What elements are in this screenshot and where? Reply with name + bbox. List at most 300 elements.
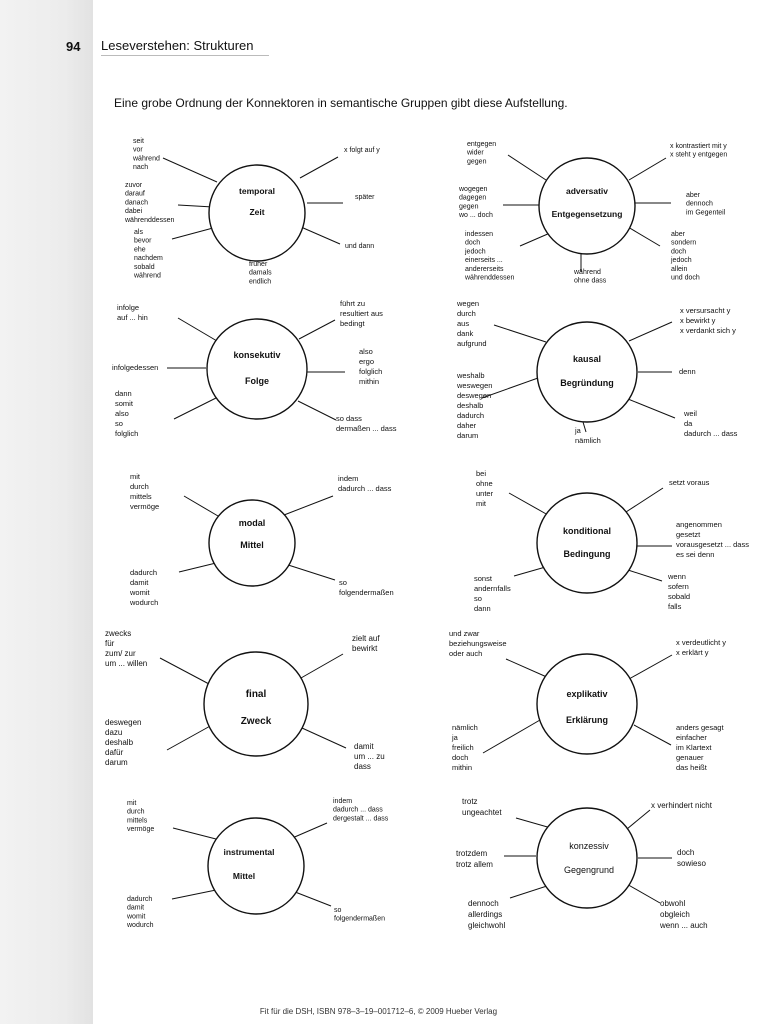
- connector-list: [669, 478, 710, 487]
- connector-list: [677, 848, 706, 868]
- connector-spoke: [300, 157, 338, 178]
- connector-word: darum: [105, 758, 128, 767]
- connector-list: [458, 186, 493, 219]
- connector-list: [574, 426, 601, 445]
- connector-word: denn: [679, 367, 696, 376]
- group-circle: [537, 493, 637, 593]
- connector-word: währenddessen: [125, 216, 175, 224]
- connector-word: infolge: [117, 303, 140, 312]
- connector-word: folglich: [359, 367, 383, 376]
- connector-group-konditional: [474, 469, 749, 613]
- connector-spoke: [494, 325, 546, 342]
- connector-word: bei: [476, 469, 487, 478]
- connector-word: dann: [115, 389, 132, 398]
- connector-list: [464, 231, 515, 282]
- connector-list: [355, 194, 375, 201]
- connector-word: während: [134, 272, 161, 280]
- connector-list: [651, 801, 713, 810]
- connector-word: durch: [127, 808, 145, 816]
- connector-word: doch: [677, 848, 695, 857]
- connector-word: deswegen: [457, 391, 492, 400]
- connector-word: daher: [457, 421, 477, 430]
- connector-word: im Klartext: [676, 743, 712, 752]
- connector-word: wider: [467, 149, 484, 157]
- connector-word: dazu: [105, 728, 123, 737]
- connector-word: andernfalls: [474, 584, 511, 593]
- connector-word: dabei: [125, 208, 143, 216]
- connector-word: dadurch: [127, 896, 153, 903]
- group-circle: [537, 808, 637, 908]
- connector-word: danach: [125, 199, 148, 207]
- group-name: konzessiv: [569, 841, 609, 851]
- connector-spoke: [506, 659, 549, 678]
- connector-word: weswegen: [457, 381, 493, 390]
- connector-word: zuvor: [125, 182, 143, 189]
- connector-word: sobald: [134, 263, 155, 271]
- connector-spoke: [299, 320, 335, 339]
- connector-spoke: [520, 233, 550, 246]
- connector-spoke: [628, 570, 662, 581]
- connector-word: womit: [130, 588, 150, 597]
- connector-list: [127, 800, 154, 833]
- connector-list: [449, 629, 507, 658]
- connector-word: allerdings: [468, 910, 503, 919]
- connector-word: einerseits ...: [465, 257, 503, 265]
- connector-spoke: [628, 399, 675, 418]
- connector-word: x verhindert nicht: [651, 801, 712, 810]
- connector-list: [340, 299, 383, 328]
- connector-group-kausal: [456, 299, 738, 445]
- connector-list: [451, 723, 478, 772]
- connector-word: da: [684, 419, 693, 428]
- connector-spoke: [510, 885, 550, 898]
- group-circle: [537, 654, 637, 754]
- group-circle: [204, 652, 308, 756]
- connector-word: so: [474, 594, 482, 603]
- connector-word: x bewirkt y: [680, 316, 716, 325]
- connector-word: und doch: [671, 274, 700, 282]
- connector-list: [345, 243, 374, 250]
- connector-word: freilich: [452, 743, 474, 752]
- connector-word: folglich: [115, 429, 139, 438]
- connector-spoke: [627, 810, 650, 829]
- connector-word: darauf: [125, 190, 145, 198]
- connector-list: [130, 472, 159, 511]
- connector-word: das heißt: [676, 763, 707, 772]
- connector-spoke: [160, 658, 209, 684]
- connector-word: oder auch: [449, 649, 483, 658]
- connector-list: [249, 261, 272, 285]
- connector-word: so dass: [336, 414, 362, 423]
- group-name: modal: [238, 518, 266, 528]
- connector-word: ja: [575, 426, 581, 435]
- connector-word: früher: [249, 261, 268, 268]
- connector-spoke: [629, 322, 672, 341]
- group-circle: [537, 322, 637, 422]
- connector-spoke: [174, 398, 216, 419]
- connector-spoke: [628, 227, 660, 246]
- connector-spoke: [629, 158, 666, 180]
- connector-word: im Gegenteil: [686, 209, 726, 217]
- connector-word: ohne: [476, 479, 493, 488]
- connector-word: entgegen: [467, 141, 497, 148]
- connector-word: wodurch: [130, 598, 159, 607]
- connector-list: [352, 634, 380, 653]
- connector-word: x kontrastiert mit y: [670, 143, 727, 150]
- connector-spoke: [509, 493, 548, 515]
- connector-word: x verdeutlicht y: [676, 638, 727, 647]
- connector-word: führt zu: [340, 299, 366, 308]
- connector-list: [344, 147, 380, 154]
- connector-word: während: [133, 155, 160, 163]
- group-subtitle: Mittel: [232, 871, 256, 881]
- connector-word: als: [134, 229, 143, 236]
- connector-list: [676, 723, 724, 772]
- connector-spoke: [290, 823, 327, 839]
- connector-word: weil: [684, 409, 697, 418]
- group-subtitle: Erklärung: [565, 715, 609, 725]
- connector-word: unter: [476, 489, 494, 498]
- connector-list: [659, 899, 708, 930]
- connector-spoke: [625, 883, 660, 903]
- group-name: temporal: [239, 186, 275, 196]
- connector-list: [456, 371, 492, 440]
- connector-word: ohne dass: [574, 277, 607, 285]
- connector-word: durch: [457, 309, 476, 318]
- connector-list: [474, 574, 511, 613]
- connector-word: angenommen: [676, 520, 722, 529]
- connector-list: [105, 718, 141, 767]
- connector-list: [468, 899, 506, 930]
- connector-spoke: [179, 563, 216, 572]
- connector-spoke: [298, 401, 336, 420]
- connector-list: [456, 849, 493, 869]
- connector-word: gleichwohl: [468, 921, 506, 930]
- connector-list: [670, 143, 727, 159]
- connector-group-temporal: [124, 138, 380, 285]
- connector-word: setzt voraus: [669, 478, 710, 487]
- connector-word: trotz allem: [456, 860, 493, 869]
- connector-list: [456, 299, 487, 348]
- connector-word: ergo: [359, 357, 375, 366]
- connector-word: so: [115, 419, 123, 428]
- group-name: instrumental: [223, 847, 275, 857]
- connector-word: wenn ... auch: [660, 921, 708, 930]
- connector-word: indem: [333, 798, 353, 805]
- group-subtitle: Bedingung: [563, 549, 611, 559]
- group-subtitle: Mittel: [240, 540, 264, 550]
- connector-list: [129, 568, 158, 607]
- intro-text: Eine grobe Ordnung der Konnektoren in semantische Gruppen gibt diese Aufstellung.: [114, 96, 568, 110]
- connector-word: weshalb: [457, 371, 485, 380]
- connector-word: damit: [130, 578, 149, 587]
- connector-word: dann: [474, 604, 491, 613]
- connector-word: dadurch ... dass: [333, 806, 383, 814]
- connector-list: [679, 367, 696, 376]
- connector-word: um ... zu: [354, 752, 385, 761]
- connector-list: [336, 414, 397, 433]
- connector-list: [339, 578, 394, 597]
- connector-group-final: [105, 629, 385, 771]
- group-circle: [207, 319, 307, 419]
- connector-word: dafür: [105, 748, 124, 757]
- connector-list: [338, 474, 392, 493]
- connector-word: dagegen: [459, 194, 487, 202]
- connector-word: allein: [671, 265, 688, 273]
- group-name: adversativ: [565, 186, 609, 196]
- connector-word: dadurch: [457, 411, 485, 420]
- connector-word: jedoch: [671, 257, 692, 265]
- connector-spoke: [184, 496, 218, 516]
- connector-word: x folgt auf y: [344, 147, 380, 154]
- group-subtitle: Zeit: [249, 207, 265, 217]
- connector-word: ungeachtet: [462, 808, 502, 817]
- connector-spoke: [508, 155, 546, 180]
- connector-spoke: [172, 890, 216, 899]
- connector-word: deshalb: [457, 401, 484, 410]
- connector-word: wegen: [457, 299, 480, 308]
- connector-list: [132, 138, 160, 171]
- connector-list: [466, 141, 496, 165]
- connector-list: [115, 389, 138, 438]
- connector-word: beziehungsweise: [449, 639, 507, 648]
- connector-word: anders gesagt: [676, 723, 724, 732]
- group-subtitle: Entgegensetzung: [551, 209, 623, 219]
- connector-list: [676, 520, 749, 559]
- connector-word: wodurch: [127, 922, 154, 930]
- connector-group-modal: [129, 472, 394, 607]
- connector-word: x verdankt sich y: [680, 326, 736, 335]
- connector-word: durch: [130, 482, 149, 491]
- connector-word: wo ... doch: [459, 212, 493, 220]
- connector-list: [462, 797, 502, 817]
- connector-list: [676, 638, 726, 657]
- connector-spoke: [282, 563, 335, 580]
- connector-word: mittels: [127, 817, 148, 825]
- connector-word: dergestalt ... dass: [333, 815, 389, 823]
- connector-word: darum: [457, 431, 479, 440]
- connector-list: [334, 907, 385, 923]
- connector-word: mit: [127, 800, 137, 807]
- connector-word: mittels: [130, 492, 152, 501]
- connector-word: x erklärt y: [676, 648, 709, 657]
- connector-word: obwohl: [660, 899, 686, 908]
- connector-word: nach: [133, 164, 149, 172]
- connector-word: endlich: [249, 278, 272, 286]
- connector-word: also: [115, 409, 129, 418]
- connector-spoke: [626, 488, 663, 512]
- connector-word: um ... willen: [105, 659, 148, 668]
- connector-word: somit: [115, 399, 133, 408]
- connector-spoke: [302, 728, 346, 748]
- group-name: explikativ: [566, 689, 608, 699]
- connector-word: vermöge: [130, 502, 160, 511]
- connector-word: mit: [476, 499, 486, 508]
- connector-word: dadurch ... dass: [338, 484, 392, 493]
- connector-word: dennoch: [468, 899, 499, 908]
- connector-word: andererseits: [465, 265, 504, 273]
- connector-spoke: [483, 720, 540, 753]
- connector-word: indem: [338, 474, 359, 483]
- connector-word: x versursacht y: [680, 306, 731, 315]
- connector-list: [333, 798, 389, 822]
- connector-list: [124, 182, 175, 224]
- connector-word: so: [339, 578, 347, 587]
- connector-word: nämlich: [452, 723, 478, 732]
- connector-word: womit: [127, 913, 146, 921]
- connector-list: [680, 306, 736, 335]
- connector-word: folgendermaßen: [339, 588, 394, 597]
- connector-spoke: [167, 725, 212, 750]
- connector-word: doch: [452, 753, 469, 762]
- connector-spoke: [301, 654, 343, 678]
- connector-word: dadurch: [130, 568, 158, 577]
- connector-list: [670, 231, 700, 282]
- group-subtitle: Folge: [245, 376, 269, 386]
- connector-word: dennoch: [686, 200, 713, 208]
- connector-group-instrumental: [126, 798, 389, 929]
- connector-word: sondern: [671, 239, 697, 247]
- group-name: final: [245, 689, 267, 700]
- connector-word: indessen: [465, 231, 494, 238]
- connector-word: sonst: [474, 574, 492, 583]
- connector-word: infolgedessen: [112, 363, 159, 372]
- connector-word: sobald: [668, 592, 691, 601]
- connector-word: nachdem: [134, 255, 163, 263]
- group-subtitle: Begründung: [560, 378, 614, 388]
- connector-word: nämlich: [575, 436, 601, 445]
- connector-word: es sei denn: [676, 550, 715, 559]
- connector-spoke: [583, 422, 586, 432]
- connector-list: [573, 269, 607, 285]
- connector-word: dank: [457, 329, 474, 338]
- connector-spoke: [301, 227, 340, 244]
- connector-word: gesetzt: [676, 530, 701, 539]
- connector-word: falls: [668, 602, 682, 611]
- connector-word: dadurch ... dass: [684, 429, 738, 438]
- connector-word: bevor: [134, 237, 152, 245]
- connector-word: später: [355, 194, 375, 201]
- connector-word: für: [105, 639, 115, 648]
- group-subtitle: Zweck: [240, 716, 272, 727]
- connector-list: [117, 303, 148, 322]
- page-footer: Fit für die DSH, ISBN 978–3–19–001712–6, © 2009 Hueber Verlag: [259, 1007, 498, 1016]
- connector-word: doch: [465, 239, 481, 247]
- connector-group-konzessiv: [456, 797, 713, 930]
- connector-group-explikativ: [449, 629, 726, 772]
- connector-word: vermöge: [127, 826, 155, 834]
- connector-word: genauer: [676, 753, 704, 762]
- connector-spoke: [172, 228, 213, 239]
- connector-word: trotz: [462, 797, 478, 806]
- connector-word: zum/ zur: [105, 649, 136, 658]
- connector-word: resultiert aus: [340, 309, 383, 318]
- connector-group-adversativ: [458, 141, 727, 285]
- connector-word: ehe: [134, 246, 146, 254]
- connector-word: folgendermaßen: [334, 915, 385, 923]
- connector-word: einfacher: [676, 733, 707, 742]
- connector-word: mithin: [359, 377, 380, 386]
- connector-word: jedoch: [465, 248, 486, 256]
- connector-word: zielt auf: [352, 634, 380, 643]
- connector-spoke: [173, 828, 216, 839]
- connector-word: bedingt: [340, 319, 365, 328]
- connector-word: damit: [354, 742, 374, 751]
- connector-list: [686, 192, 726, 216]
- connector-word: deswegen: [105, 718, 142, 727]
- section-title: Leseverstehen: Strukturen: [101, 38, 254, 53]
- connector-word: und dann: [345, 243, 375, 250]
- connector-word: deshalb: [105, 738, 134, 747]
- connector-list: [112, 363, 158, 372]
- connector-list: [667, 572, 690, 611]
- connector-word: vorausgesetzt ... dass: [676, 540, 749, 549]
- connector-group-konsekutiv: [112, 299, 397, 438]
- connector-word: also: [359, 347, 373, 356]
- connector-word: ja: [452, 733, 458, 742]
- connector-word: aus: [457, 319, 470, 328]
- connector-spoke: [178, 205, 213, 207]
- connector-spoke: [634, 725, 671, 745]
- connector-list: [126, 896, 154, 929]
- connector-word: wogegen: [459, 186, 488, 193]
- connector-word: und zwar: [449, 629, 480, 638]
- connector-word: doch: [671, 248, 687, 256]
- connector-spoke: [178, 318, 217, 341]
- connector-word: während: [574, 269, 601, 276]
- page-number: 94: [66, 39, 81, 54]
- connector-word: gegen: [459, 203, 479, 211]
- group-name: konditional: [563, 526, 611, 536]
- connector-word: damit: [127, 904, 145, 912]
- connector-word: mit: [130, 472, 140, 481]
- connector-word: gegen: [467, 158, 487, 166]
- connector-word: dass: [354, 762, 371, 771]
- group-name: konsekutiv: [233, 350, 281, 360]
- connector-word: sowieso: [677, 859, 706, 868]
- connector-word: aufgrund: [457, 339, 487, 348]
- connector-word: wenn: [668, 572, 686, 581]
- connector-word: sofern: [668, 582, 689, 591]
- group-circle: [539, 158, 635, 254]
- connector-list: [683, 409, 738, 438]
- group-circle: [208, 818, 304, 914]
- connector-spoke: [284, 496, 333, 515]
- connector-word: aber: [671, 231, 686, 238]
- connector-list: [133, 229, 163, 280]
- connector-spoke: [516, 818, 551, 828]
- connector-word: x steht y entgegen: [670, 151, 728, 159]
- group-name: kausal: [572, 354, 602, 364]
- connector-list: [476, 469, 494, 508]
- connector-word: vor: [133, 146, 143, 154]
- connector-word: währenddessen: [465, 274, 515, 282]
- connector-word: dermaßen ... dass: [336, 424, 397, 433]
- connector-word: aber: [686, 192, 701, 199]
- connector-spoke: [629, 655, 672, 679]
- connector-list: [354, 742, 385, 771]
- connector-word: damals: [249, 269, 272, 277]
- connector-word: mithin: [452, 763, 473, 772]
- connector-word: zwecks: [105, 629, 132, 638]
- group-subtitle: Gegengrund: [563, 865, 615, 875]
- connector-spoke: [163, 158, 217, 182]
- connector-list: [105, 629, 147, 668]
- connector-word: so: [334, 907, 342, 914]
- connector-word: trotzdem: [456, 849, 488, 858]
- connector-word: obgleich: [660, 910, 690, 919]
- connector-list: [359, 347, 382, 386]
